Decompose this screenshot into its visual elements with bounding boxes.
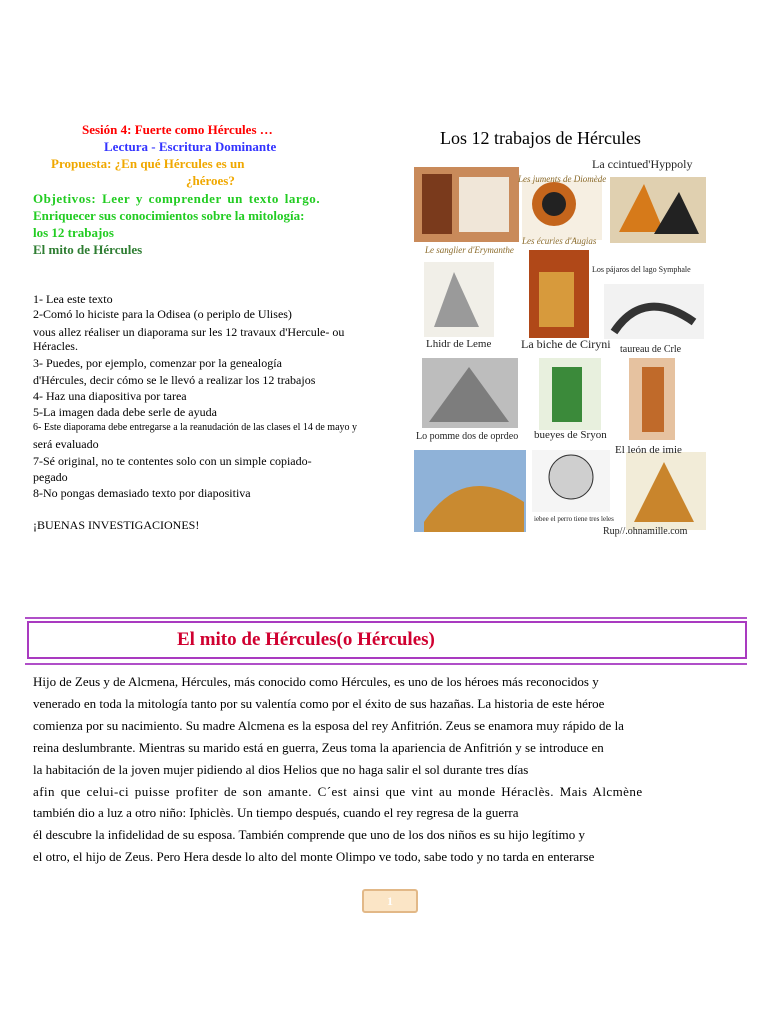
caption-leon: El león de imie <box>615 444 682 456</box>
body-line: él descubre la infidelidad de su esposa. También comprende que uno de los dos niños es su hijo legítimo y <box>33 827 585 842</box>
instruction-line: 6- Este diaporama debe entregarse a la reanudación de las clases el 14 de mayo y <box>33 422 358 433</box>
caption-biche: La biche de Ciryni <box>521 337 611 351</box>
instruction-line: 7-Sé original, no te contentes solo con un simple copiado- <box>33 454 312 468</box>
caption-hyppoly: La ccintued'Hyppoly <box>592 157 693 171</box>
instruction-line: será evaluado <box>33 437 99 451</box>
caption-juments: Les juments de Diomède <box>518 174 607 184</box>
body-line: la habitación de la joven mujer pidiendo al dios Helios que no haga salir el sol durante tres días <box>33 762 529 777</box>
instruction-line: Héracles. <box>33 339 78 353</box>
instruction-line: 8-No pongas demasiado texto por diapositiva <box>33 486 251 500</box>
session-heading: Sesión 4: Fuerte como Hércules … <box>82 122 273 137</box>
body-line: reina deslumbrante. Mientras su marido está en guerra, Zeus toma la apariencia de Anfitrión y se introduce en <box>33 740 604 755</box>
caption-sanglier: Le sanglier d'Erymanthe <box>425 245 514 255</box>
instruction-line: 1- Lea este texto <box>33 292 113 306</box>
propuesta-line-2: ¿héroes? <box>186 173 235 188</box>
instruction-line: 5-La imagen dada debe serle de ayuda <box>33 405 217 419</box>
section-title: El mito de Hércules(o Hércules) <box>177 629 435 650</box>
instruction-line: pegado <box>33 470 68 484</box>
mito-subheading: El mito de Hércules <box>33 242 143 257</box>
labours-collage-image <box>414 122 707 538</box>
body-line: comienza por su nacimiento. Su madre Alcmena es la esposa del rey Anfitrión. Zeus se enamora muy rápido de la <box>33 718 624 733</box>
caption-pomme: Lo pomme dos de oprdeo <box>416 431 519 442</box>
instruction-line: 2-Comó lo hiciste para la Odisea (o periplo de Ulises) <box>33 307 292 321</box>
body-line: también dio a luz a otro niño: Iphiclès. Un tiempo después, cuando el rey regresa de la guerra <box>33 805 519 820</box>
lectura-heading: Lectura - Escritura Dominante <box>104 139 277 154</box>
caption-taureau: taureau de Crle <box>620 344 682 355</box>
page-number: 1 <box>362 889 418 913</box>
body-line: venerado en toda la mitología tanto por su valentía como por el éxito de sus hazañas. La historia de este héroe <box>33 696 605 711</box>
propuesta-line-1: Propuesta: ¿En qué Hércules es un <box>51 156 245 171</box>
objetivos-line-3: los 12 trabajos <box>33 225 114 240</box>
instruction-line: vous allez réaliser un diaporama sur les 12 travaux d'Hercule- ou <box>33 325 345 339</box>
caption-bueyes: bueyes de Sryon <box>534 429 607 441</box>
section-title-box <box>27 621 747 659</box>
body-line: afin que celui-ci puisse profiter de son amante. C´est ainsi que vint au monde Héraclès. Mais Alcmène <box>33 784 643 799</box>
caption-pajaros: Los pájaros del lago Symphale <box>592 265 691 274</box>
instruction-line: 4- Haz una diapositiva por tarea <box>33 389 187 403</box>
caption-lhidr: Lhidr de Leme <box>426 338 492 350</box>
caption-perro: iebee el perro tiene tres leles <box>534 515 614 523</box>
instruction-line: d'Hércules, decir cómo se le llevó a realizar los 12 trabajos <box>33 373 316 387</box>
instruction-line: 3- Puedes, por ejemplo, comenzar por la genealogía <box>33 356 282 370</box>
closing-line: ¡BUENAS INVESTIGACIONES! <box>33 518 200 532</box>
objetivos-line-1: Objetivos: Leer y comprender un texto largo. <box>33 191 321 206</box>
caption-ecuries: Les écuries d'Augias <box>522 236 597 246</box>
body-line: Hijo de Zeus y de Alcmena, Hércules, más conocido como Hércules, es uno de los héroes más reconocidos y <box>33 674 599 689</box>
body-line: el otro, el hijo de Zeus. Pero Hera desde lo alto del monte Olimpo ve todo, sabe todo y no tarda en enterarse <box>33 849 595 864</box>
objetivos-line-2: Enriquecer sus conocimientos sobre la mitología: <box>33 208 305 223</box>
collage-title: Los 12 trabajos de Hércules <box>440 128 641 148</box>
collage-credit: Rup//.ohnamille.com <box>603 526 688 537</box>
